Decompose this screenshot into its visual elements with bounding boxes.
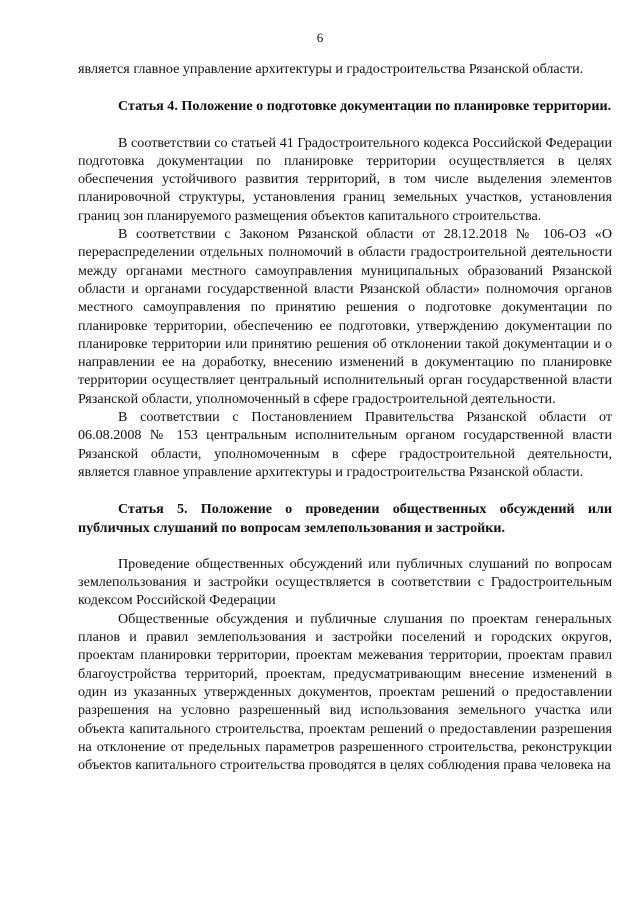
article-4-paragraph-3: В соответствии с Постановлением Правительства Рязанской области от 06.08.2008 № 153 центральным исполнительным органом государственной власти Рязанской области, уполномоченным в сфере градостроительной деятельности, является главное управление архитектуры и градостроительства Рязанской области. <box>78 409 612 480</box>
article-5-heading: Статья 5. Положение о проведении общественных обсуждений или публичных слушаний по вопросам землепользования и застройки. <box>78 501 612 536</box>
spacer <box>78 537 612 555</box>
document-body <box>78 60 612 774</box>
article-4-paragraph-1: В соответствии со статьей 41 Градостроительного кодекса Российской Федерации подготовка документации по планировке территории осуществляется в целях обеспечения устойчивого развития территорий, в том числе выделения элементов планировочной структуры, установления границ земельных участков, установления границ зон планируемого размещения объектов капитального строительства. <box>78 134 612 224</box>
article-4-paragraph-2: В соответствии с Законом Рязанской области от 28.12.2018 № 106-ОЗ «О перераспределении отдельных полномочий в области градостроительной деятельности между органами местного самоуправления муниципальных образований Рязанской области и органами государственной власти Рязанской области» полномочия органов местного самоуправления по принятию решения о подготовке документации по планировке территории, обеспечению ее подготовки, утверждению документации по планировке территории или принятию решения об отклонении такой документации и о направлении ее на доработку, внесению изменений в документацию по планировке территории осуществляет центральный исполнительный орган государственной власти Рязанской области, уполномоченный в сфере градостроительной деятельности. <box>78 226 612 407</box>
article-5-paragraph-2: Общественные обсуждения и публичные слушания по проектам генеральных планов и правил землепользования и застройки поселений и городских округов, проектам планировки территории, проектам межевания территории, проектам правил благоустройства территорий, проектам, предусматривающим внесение изменений в один из указанных утвержденных документов, проектам решений о предоставлении разрешения на условно разрешенный вид использования земельного участка или объекта капитального строительства, проектам решений о предоставлении разрешения на отклонение от предельных параметров разрешенного строительства, реконструкции объектов капитального строительства проводятся в целях соблюдения права человека на <box>78 610 612 774</box>
article-4-heading: Статья 4. Положение о подготовке документации по планировке территории. <box>118 98 612 115</box>
intro-continuation: является главное управление архитектуры и градостроительства Рязанской области. <box>78 61 584 77</box>
page-number: 6 <box>316 30 324 45</box>
article-5-paragraph-1: Проведение общественных обсуждений или публичных слушаний по вопросам землепользования и застройки осуществляется в соответствии с Градостроительным кодексом Российской Федерации <box>78 555 612 609</box>
spacer <box>78 116 612 134</box>
spacer <box>78 78 612 97</box>
spacer <box>78 481 612 500</box>
